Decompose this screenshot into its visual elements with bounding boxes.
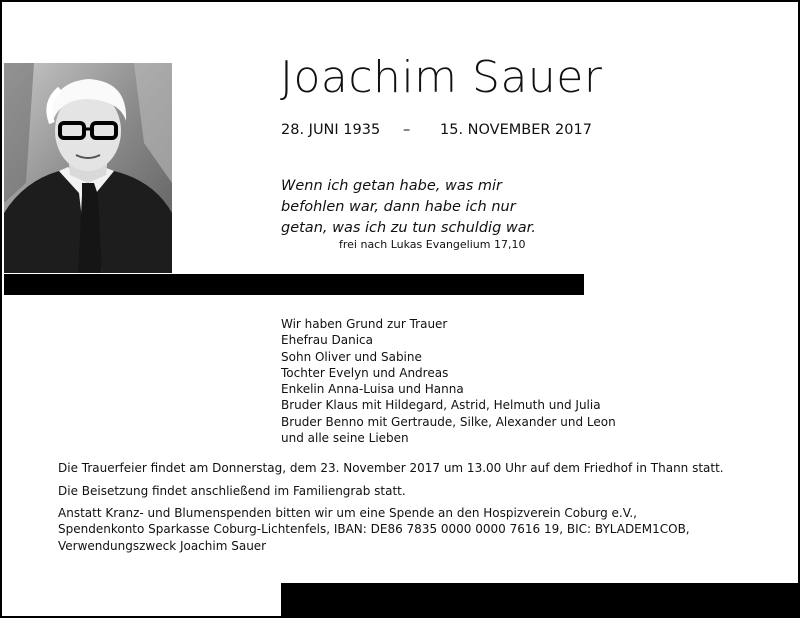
donation-line: Spendenkonto Sparkasse Coburg-Lichtenfels, IBAN: DE86 7835 0000 0000 7616 19, BIC: BYLADEM1COB, bbox=[58, 522, 690, 537]
portrait-photo bbox=[4, 63, 172, 273]
mourner-line: Enkelin Anna-Luisa und Hanna bbox=[281, 382, 464, 397]
burial-notice: Die Beisetzung findet anschließend im Familiengrab statt. bbox=[58, 484, 406, 498]
donation-line: Anstatt Kranz- und Blumenspenden bitten wir um eine Spende an den Hospizverein Coburg e.V., bbox=[58, 506, 637, 520]
divider-bar bbox=[4, 274, 584, 295]
donation-line: Verwendungszweck Joachim Sauer bbox=[58, 538, 267, 553]
bible-quote bbox=[281, 176, 536, 239]
quote-line: getan, was ich zu tun schuldig war. bbox=[281, 220, 536, 236]
mourners-list bbox=[281, 316, 616, 446]
donation-notice bbox=[58, 505, 690, 554]
birth-date: 28. JUNI 1935 bbox=[281, 122, 381, 138]
mourner-line: und alle seine Lieben bbox=[281, 431, 409, 446]
death-date: 15. NOVEMBER 2017 bbox=[440, 122, 592, 138]
mourner-line: Bruder Benno mit Gertraude, Silke, Alexander und Leon bbox=[281, 414, 616, 429]
quote-line: befohlen war, dann habe ich nur bbox=[281, 199, 516, 215]
funeral-notice: Die Trauerfeier findet am Donnerstag, dem 23. November 2017 um 13.00 Uhr auf dem Friedhof in Thann statt. bbox=[58, 461, 724, 475]
mourner-line: Tochter Evelyn und Andreas bbox=[281, 365, 449, 380]
quote-line: Wenn ich getan habe, was mir bbox=[281, 178, 502, 194]
mourner-line: Bruder Klaus mit Hildegard, Astrid, Helmuth und Julia bbox=[281, 398, 601, 413]
mourner-line: Sohn Oliver und Sabine bbox=[281, 349, 422, 364]
mourner-line: Ehefrau Danica bbox=[281, 333, 373, 348]
date-separator: – bbox=[403, 122, 411, 138]
bottom-bar bbox=[281, 583, 798, 616]
deceased-name: Joachim Sauer bbox=[280, 52, 603, 103]
mourner-line: Wir haben Grund zur Trauer bbox=[281, 317, 448, 331]
quote-source: frei nach Lukas Evangelium 17,10 bbox=[339, 238, 526, 251]
